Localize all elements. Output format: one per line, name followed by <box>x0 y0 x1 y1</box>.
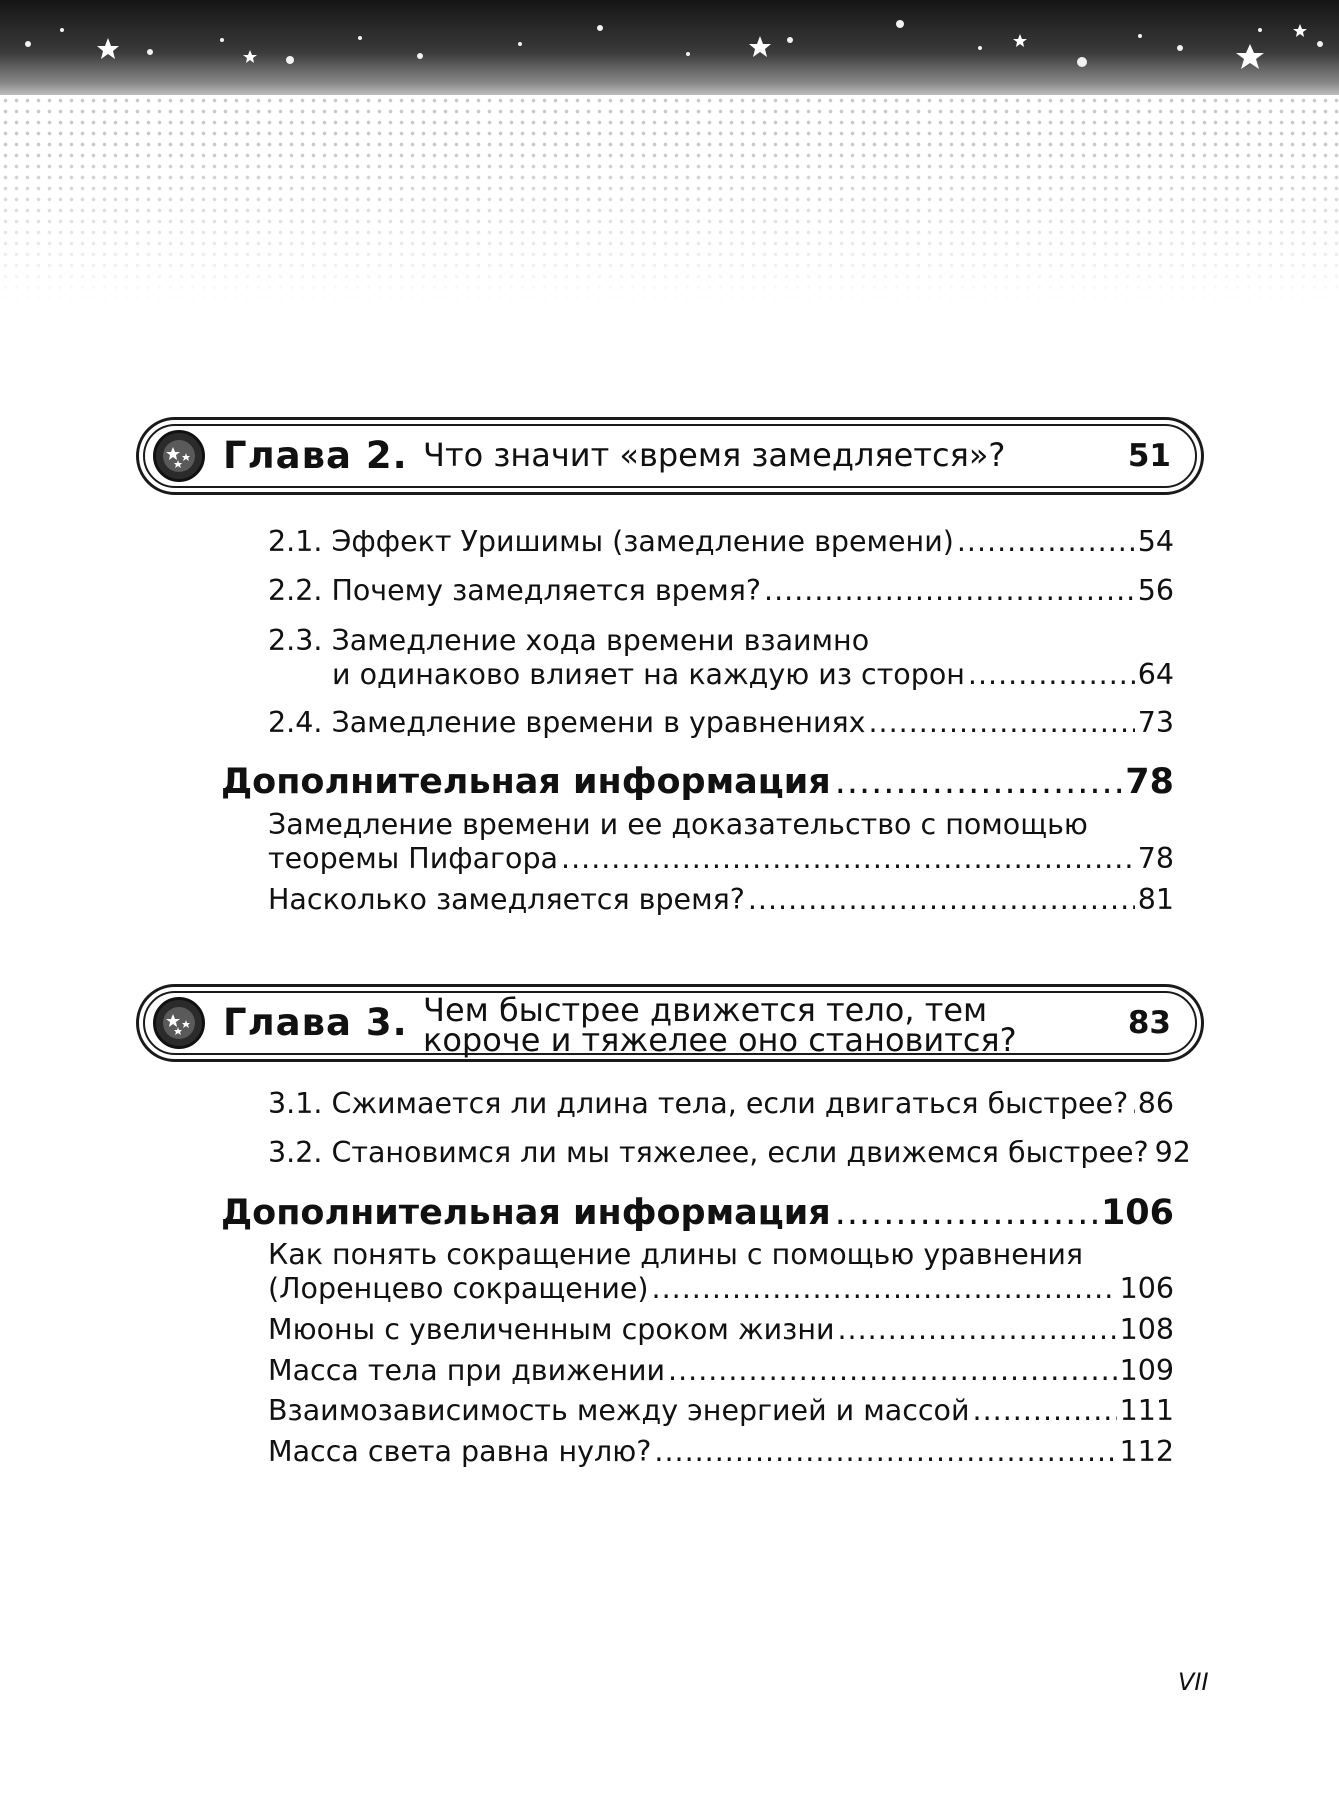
toc-entry-page: 73 <box>1137 706 1174 739</box>
toc-entry[interactable] <box>268 1393 1174 1429</box>
dot-leader <box>957 524 1135 560</box>
toc-entry[interactable] <box>268 705 1174 741</box>
dot-leader <box>748 882 1135 918</box>
toc-entry-page: 81 <box>1137 883 1174 916</box>
toc-entry-page: 78 <box>1137 842 1174 875</box>
dot-leader <box>835 1192 1097 1234</box>
dot-leader <box>869 705 1135 741</box>
stars-decoration <box>0 0 1339 95</box>
toc-entry-title-line2: теоремы Пифагора <box>268 842 559 875</box>
toc-entry-page: 108 <box>1119 1313 1174 1346</box>
dot-pattern <box>0 95 1339 305</box>
dot-leader <box>973 1393 1117 1429</box>
page-number: VII <box>1178 1668 1209 1696</box>
toc-entry-page: 56 <box>1137 574 1174 607</box>
dot-leader <box>668 1353 1117 1389</box>
toc-entry-title-line1: Замедление времени и ее доказательство с помощью <box>268 808 1088 841</box>
additional-info-page: 78 <box>1125 762 1174 802</box>
toc-entry[interactable] <box>268 1086 1174 1122</box>
toc-entry[interactable] <box>268 624 1174 692</box>
chapter-title-line1: Чем быстрее движется тело, тем <box>423 991 988 1029</box>
toc-entry[interactable] <box>268 1312 1174 1348</box>
toc-entry-page: 106 <box>1119 1272 1174 1305</box>
toc-entry-title: 2.1. Эффект Уришимы (замедление времени) <box>268 525 954 558</box>
toc-entry-title: Взаимозависимость между энергией и массой <box>268 1394 970 1427</box>
toc-entry-title: Масса тела при движении <box>268 1354 666 1387</box>
toc-entry-title: Масса света равна нулю? <box>268 1435 652 1468</box>
toc-entry-title-line2: и одинаково влияет на каждую из сторон <box>332 658 965 691</box>
dot-leader <box>835 761 1122 803</box>
toc-entry-page: 64 <box>1137 658 1174 691</box>
toc-entry[interactable] <box>268 808 1174 876</box>
toc-entry[interactable] <box>268 1135 1191 1171</box>
dot-leader <box>968 658 1135 692</box>
chapter-title: Что значит «время замедляется»? <box>423 436 1006 474</box>
header-star-band <box>0 0 1339 95</box>
additional-info-heading[interactable] <box>221 1192 1174 1234</box>
toc-entry[interactable] <box>268 1434 1174 1470</box>
chapter-label: Глава 2. <box>223 434 408 477</box>
chapter-label: Глава 3. <box>223 1001 408 1044</box>
chapter-title-line2: короче и тяжелее оно становится? <box>423 1021 1017 1059</box>
additional-info-title: Дополнительная информация <box>221 1193 831 1233</box>
toc-entry-title: Мюоны с увеличенным сроком жизни <box>268 1313 835 1346</box>
additional-info-heading[interactable] <box>221 761 1174 803</box>
toc-entry[interactable] <box>268 1238 1174 1306</box>
star-icon <box>153 430 205 482</box>
toc-entry-title-line1: Как понять сокращение длины с помощью уравнения <box>268 1238 1084 1271</box>
chapter-page: 51 <box>1127 438 1171 474</box>
additional-info-title: Дополнительная информация <box>221 762 831 802</box>
toc-entry-page: 54 <box>1137 525 1174 558</box>
toc-entry-page: 92 <box>1154 1136 1191 1169</box>
toc-entry-title-line2: (Лоренцево сокращение) <box>268 1272 649 1305</box>
toc-entry[interactable] <box>268 1353 1174 1389</box>
toc-entry[interactable] <box>268 524 1174 560</box>
toc-entry-title: 3.1. Сжимается ли длина тела, если двигаться быстрее? <box>268 1087 1129 1120</box>
dot-leader <box>838 1312 1117 1348</box>
toc-entry[interactable] <box>268 882 1174 918</box>
dot-leader <box>561 842 1135 876</box>
toc-entry-title: 3.2. Становимся ли мы тяжелее, если движемся быстрее? <box>268 1136 1149 1169</box>
chapter-title <box>423 991 1017 1059</box>
toc-entry-page: 86 <box>1137 1087 1174 1120</box>
toc-entry-page: 112 <box>1119 1435 1174 1468</box>
dot-leader <box>652 1272 1117 1306</box>
toc-entry-title: 2.4. Замедление времени в уравнениях <box>268 706 866 739</box>
toc-entry-title-line1: 2.3. Замедление хода времени взаимно <box>268 624 870 657</box>
dot-leader <box>764 573 1135 609</box>
star-icon <box>153 997 205 1049</box>
toc-entry-page: 111 <box>1119 1394 1174 1427</box>
toc-entry-title: 2.2. Почему замедляется время? <box>268 574 762 607</box>
toc-entry-title: Насколько замедляется время? <box>268 883 745 916</box>
additional-info-page: 106 <box>1100 1193 1174 1233</box>
chapter-2-banner[interactable] <box>136 417 1204 495</box>
toc-entry-page: 109 <box>1119 1354 1174 1387</box>
toc-entry[interactable] <box>268 573 1174 609</box>
chapter-page: 83 <box>1127 1005 1171 1041</box>
dot-leader <box>1131 1086 1135 1122</box>
chapter-3-banner[interactable] <box>136 984 1204 1062</box>
dot-leader <box>654 1434 1116 1470</box>
